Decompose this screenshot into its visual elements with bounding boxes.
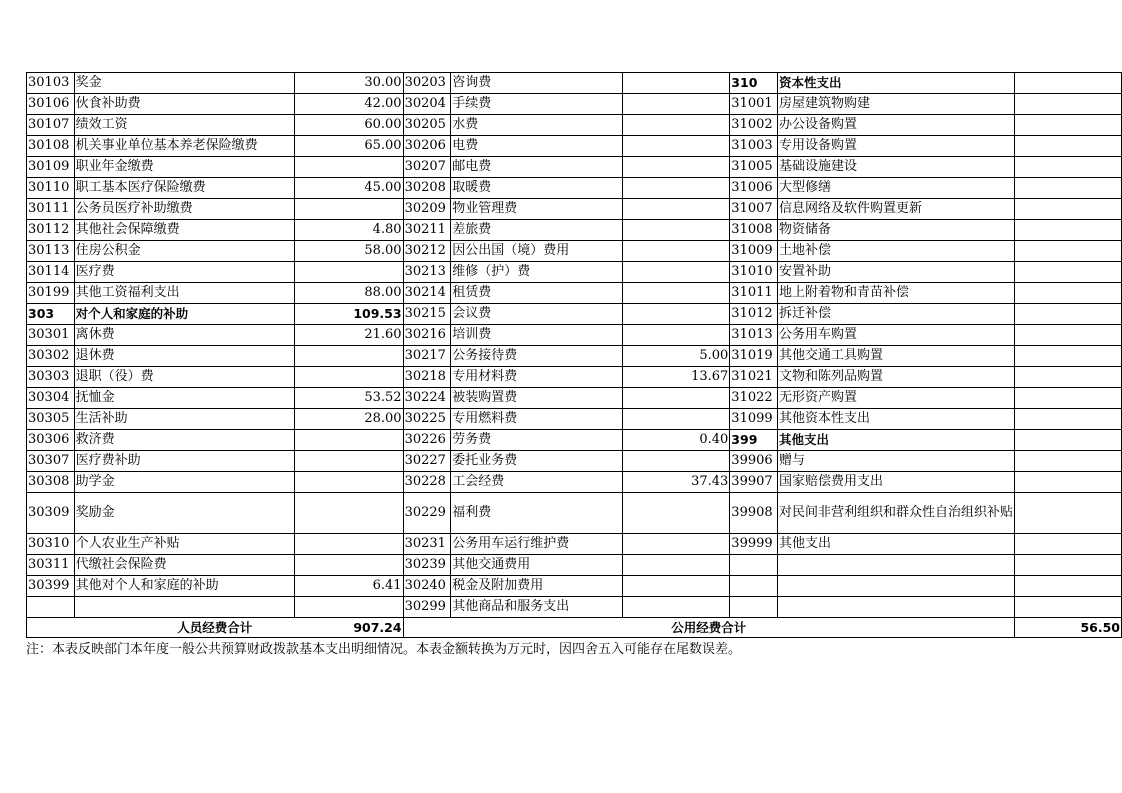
table-row <box>27 115 1122 136</box>
item-name-cell: 绩效工资 <box>74 115 294 136</box>
amount-cell <box>1014 409 1121 430</box>
code-cell <box>27 597 75 618</box>
code-cell: 31002 <box>730 115 778 136</box>
code-cell: 30209 <box>403 199 451 220</box>
amount-cell <box>294 555 403 576</box>
item-name-cell: 奖励金 <box>74 493 294 534</box>
amount-cell <box>622 283 730 304</box>
item-name-cell: 国家赔偿费用支出 <box>777 472 1014 493</box>
item-name-cell: 其他工资福利支出 <box>74 283 294 304</box>
item-name-cell: 抚恤金 <box>74 388 294 409</box>
amount-cell <box>1014 493 1121 534</box>
amount-cell <box>622 388 730 409</box>
item-name-cell: 拆迁补偿 <box>777 304 1014 325</box>
code-cell: 30306 <box>27 430 75 451</box>
amount-cell <box>294 493 403 534</box>
item-name-cell: 医疗费 <box>74 262 294 283</box>
table-row <box>27 388 1122 409</box>
table-row <box>27 597 1122 618</box>
item-name-cell: 安置补助 <box>777 262 1014 283</box>
table-row <box>27 283 1122 304</box>
code-cell: 30301 <box>27 325 75 346</box>
amount-cell <box>622 597 730 618</box>
code-cell: 30199 <box>27 283 75 304</box>
item-name-cell: 邮电费 <box>451 157 622 178</box>
amount-cell: 6.41 <box>294 576 403 597</box>
code-cell: 31011 <box>730 283 778 304</box>
amount-cell: 28.00 <box>294 409 403 430</box>
item-name-cell: 机关事业单位基本养老保险缴费 <box>74 136 294 157</box>
code-cell <box>730 576 778 597</box>
item-name-cell: 劳务费 <box>451 430 622 451</box>
amount-cell: 109.53 <box>294 304 403 325</box>
table-row <box>27 136 1122 157</box>
table-row <box>27 220 1122 241</box>
code-cell: 30107 <box>27 115 75 136</box>
code-cell: 30227 <box>403 451 451 472</box>
amount-cell <box>294 451 403 472</box>
code-cell: 30302 <box>27 346 75 367</box>
code-cell: 30108 <box>27 136 75 157</box>
item-name-cell: 地上附着物和青苗补偿 <box>777 283 1014 304</box>
code-cell: 30216 <box>403 325 451 346</box>
code-cell: 31001 <box>730 94 778 115</box>
table-row <box>27 346 1122 367</box>
code-cell: 31013 <box>730 325 778 346</box>
item-name-cell: 土地补偿 <box>777 241 1014 262</box>
amount-cell: 4.80 <box>294 220 403 241</box>
amount-cell <box>622 325 730 346</box>
personnel-total-value: 907.24 <box>353 620 402 635</box>
item-name-cell: 职工基本医疗保险缴费 <box>74 178 294 199</box>
amount-cell <box>1014 472 1121 493</box>
code-cell: 30309 <box>27 493 75 534</box>
table-row <box>27 430 1122 451</box>
item-name-cell: 物业管理费 <box>451 199 622 220</box>
amount-cell <box>1014 94 1121 115</box>
amount-cell <box>1014 304 1121 325</box>
item-name-cell: 会议费 <box>451 304 622 325</box>
code-cell: 30208 <box>403 178 451 199</box>
amount-cell <box>1014 346 1121 367</box>
item-name-cell: 专用燃料费 <box>451 409 622 430</box>
amount-cell <box>1014 157 1121 178</box>
item-name-cell: 其他商品和服务支出 <box>451 597 622 618</box>
amount-cell <box>622 534 730 555</box>
amount-cell <box>1014 597 1121 618</box>
item-name-cell: 医疗费补助 <box>74 451 294 472</box>
item-name-cell: 专用设备购置 <box>777 136 1014 157</box>
item-name-cell: 维修（护）费 <box>451 262 622 283</box>
item-name-cell: 代缴社会保险费 <box>74 555 294 576</box>
code-cell: 30225 <box>403 409 451 430</box>
table-row <box>27 576 1122 597</box>
code-cell: 30205 <box>403 115 451 136</box>
item-name-cell: 救济费 <box>74 430 294 451</box>
amount-cell <box>622 241 730 262</box>
amount-cell: 88.00 <box>294 283 403 304</box>
amount-cell <box>294 472 403 493</box>
code-cell: 30304 <box>27 388 75 409</box>
personnel-total-cell <box>27 618 404 638</box>
item-name-cell: 手续费 <box>451 94 622 115</box>
amount-cell: 65.00 <box>294 136 403 157</box>
item-name-cell: 公务用车购置 <box>777 325 1014 346</box>
item-name-cell: 取暖费 <box>451 178 622 199</box>
code-cell <box>730 555 778 576</box>
item-name-cell: 伙食补助费 <box>74 94 294 115</box>
table-row <box>27 199 1122 220</box>
amount-cell <box>1014 283 1121 304</box>
totals-row <box>27 618 1122 638</box>
amount-cell <box>622 178 730 199</box>
item-name-cell: 因公出国（境）费用 <box>451 241 622 262</box>
table-row <box>27 304 1122 325</box>
table-row <box>27 157 1122 178</box>
amount-cell <box>1014 388 1121 409</box>
amount-cell <box>622 409 730 430</box>
code-cell: 39908 <box>730 493 778 534</box>
table-row <box>27 409 1122 430</box>
amount-cell <box>622 157 730 178</box>
item-name-cell: 生活补助 <box>74 409 294 430</box>
amount-cell <box>1014 115 1121 136</box>
table-row <box>27 241 1122 262</box>
item-name-cell <box>777 576 1014 597</box>
item-name-cell <box>777 597 1014 618</box>
code-cell: 30112 <box>27 220 75 241</box>
amount-cell <box>294 597 403 618</box>
public-total-label: 公用经费合计 <box>403 618 1014 638</box>
item-name-cell: 差旅费 <box>451 220 622 241</box>
code-cell: 399 <box>730 430 778 451</box>
item-name-cell: 咨询费 <box>451 73 622 94</box>
code-cell: 31003 <box>730 136 778 157</box>
expenditure-table <box>26 72 1122 638</box>
table-row <box>27 367 1122 388</box>
amount-cell <box>622 262 730 283</box>
code-cell: 30213 <box>403 262 451 283</box>
code-cell: 30229 <box>403 493 451 534</box>
item-name-cell: 职业年金缴费 <box>74 157 294 178</box>
item-name-cell: 其他交通费用 <box>451 555 622 576</box>
code-cell: 30224 <box>403 388 451 409</box>
code-cell: 30106 <box>27 94 75 115</box>
personnel-total-label: 人员经费合计 <box>177 620 253 635</box>
item-name-cell: 税金及附加费用 <box>451 576 622 597</box>
code-cell: 31022 <box>730 388 778 409</box>
item-name-cell: 对个人和家庭的补助 <box>74 304 294 325</box>
code-cell: 31021 <box>730 367 778 388</box>
item-name-cell: 物资储备 <box>777 220 1014 241</box>
code-cell: 30217 <box>403 346 451 367</box>
code-cell: 31010 <box>730 262 778 283</box>
table-row <box>27 325 1122 346</box>
amount-cell: 21.60 <box>294 325 403 346</box>
item-name-cell: 委托业务费 <box>451 451 622 472</box>
amount-cell <box>294 430 403 451</box>
code-cell: 30305 <box>27 409 75 430</box>
amount-cell: 58.00 <box>294 241 403 262</box>
amount-cell <box>622 199 730 220</box>
amount-cell <box>1014 178 1121 199</box>
amount-cell: 0.40 <box>622 430 730 451</box>
amount-cell: 13.67 <box>622 367 730 388</box>
amount-cell <box>294 367 403 388</box>
code-cell: 31005 <box>730 157 778 178</box>
amount-cell: 30.00 <box>294 73 403 94</box>
code-cell: 30109 <box>27 157 75 178</box>
amount-cell <box>1014 73 1121 94</box>
code-cell: 30307 <box>27 451 75 472</box>
item-name-cell: 其他社会保障缴费 <box>74 220 294 241</box>
item-name-cell: 办公设备购置 <box>777 115 1014 136</box>
code-cell: 30311 <box>27 555 75 576</box>
item-name-cell: 个人农业生产补贴 <box>74 534 294 555</box>
item-name-cell: 助学金 <box>74 472 294 493</box>
item-name-cell: 房屋建筑物购建 <box>777 94 1014 115</box>
item-name-cell: 赠与 <box>777 451 1014 472</box>
amount-cell: 37.43 <box>622 472 730 493</box>
footnote: 注：本表反映部门本年度一般公共预算财政拨款基本支出明细情况。本表金额转换为万元时，因四舍五入可能存在尾数误差。 <box>26 642 742 657</box>
code-cell: 30203 <box>403 73 451 94</box>
amount-cell <box>1014 199 1121 220</box>
amount-cell: 60.00 <box>294 115 403 136</box>
item-name-cell: 公务接待费 <box>451 346 622 367</box>
amount-cell: 53.52 <box>294 388 403 409</box>
table-row <box>27 262 1122 283</box>
code-cell: 30228 <box>403 472 451 493</box>
code-cell: 310 <box>730 73 778 94</box>
item-name-cell: 公务员医疗补助缴费 <box>74 199 294 220</box>
code-cell: 30218 <box>403 367 451 388</box>
code-cell: 303 <box>27 304 75 325</box>
code-cell: 30211 <box>403 220 451 241</box>
item-name-cell: 无形资产购置 <box>777 388 1014 409</box>
item-name-cell: 其他支出 <box>777 534 1014 555</box>
amount-cell: 42.00 <box>294 94 403 115</box>
code-cell: 30206 <box>403 136 451 157</box>
item-name-cell: 资本性支出 <box>777 73 1014 94</box>
amount-cell <box>622 115 730 136</box>
table-row <box>27 178 1122 199</box>
item-name-cell: 其他交通工具购置 <box>777 346 1014 367</box>
table-row <box>27 94 1122 115</box>
table-row <box>27 534 1122 555</box>
item-name-cell: 公务用车运行维护费 <box>451 534 622 555</box>
code-cell: 30240 <box>403 576 451 597</box>
amount-cell <box>1014 555 1121 576</box>
code-cell: 31007 <box>730 199 778 220</box>
item-name-cell: 奖金 <box>74 73 294 94</box>
amount-cell <box>1014 325 1121 346</box>
amount-cell <box>1014 262 1121 283</box>
amount-cell <box>294 262 403 283</box>
item-name-cell: 基础设施建设 <box>777 157 1014 178</box>
item-name-cell: 其他资本性支出 <box>777 409 1014 430</box>
table-row <box>27 73 1122 94</box>
amount-cell <box>622 136 730 157</box>
item-name-cell: 其他对个人和家庭的补助 <box>74 576 294 597</box>
code-cell: 30113 <box>27 241 75 262</box>
item-name-cell: 电费 <box>451 136 622 157</box>
code-cell: 30299 <box>403 597 451 618</box>
amount-cell <box>1014 576 1121 597</box>
amount-cell <box>622 94 730 115</box>
item-name-cell: 住房公积金 <box>74 241 294 262</box>
amount-cell <box>294 157 403 178</box>
code-cell: 31008 <box>730 220 778 241</box>
amount-cell <box>622 73 730 94</box>
code-cell: 30114 <box>27 262 75 283</box>
code-cell: 39907 <box>730 472 778 493</box>
amount-cell <box>622 451 730 472</box>
code-cell: 30207 <box>403 157 451 178</box>
code-cell: 39906 <box>730 451 778 472</box>
code-cell: 30310 <box>27 534 75 555</box>
code-cell: 39999 <box>730 534 778 555</box>
code-cell <box>730 597 778 618</box>
code-cell: 30399 <box>27 576 75 597</box>
amount-cell <box>1014 451 1121 472</box>
item-name-cell: 被装购置费 <box>451 388 622 409</box>
public-total-value: 56.50 <box>1014 618 1121 638</box>
item-name-cell: 退职（役）费 <box>74 367 294 388</box>
code-cell: 30212 <box>403 241 451 262</box>
amount-cell: 45.00 <box>294 178 403 199</box>
item-name-cell: 专用材料费 <box>451 367 622 388</box>
item-name-cell: 大型修缮 <box>777 178 1014 199</box>
item-name-cell: 租赁费 <box>451 283 622 304</box>
item-name-cell: 离休费 <box>74 325 294 346</box>
item-name-cell: 退休费 <box>74 346 294 367</box>
code-cell: 31009 <box>730 241 778 262</box>
code-cell: 30103 <box>27 73 75 94</box>
code-cell: 30239 <box>403 555 451 576</box>
code-cell: 30214 <box>403 283 451 304</box>
code-cell: 31006 <box>730 178 778 199</box>
item-name-cell: 信息网络及软件购置更新 <box>777 199 1014 220</box>
table-row <box>27 472 1122 493</box>
item-name-cell <box>74 597 294 618</box>
amount-cell <box>1014 136 1121 157</box>
amount-cell <box>1014 430 1121 451</box>
code-cell: 30111 <box>27 199 75 220</box>
amount-cell <box>294 534 403 555</box>
amount-cell: 5.00 <box>622 346 730 367</box>
code-cell: 30231 <box>403 534 451 555</box>
code-cell: 30215 <box>403 304 451 325</box>
item-name-cell: 工会经费 <box>451 472 622 493</box>
amount-cell <box>622 555 730 576</box>
code-cell: 30204 <box>403 94 451 115</box>
expenditure-detail-sheet <box>26 72 1122 638</box>
item-name-cell: 培训费 <box>451 325 622 346</box>
amount-cell <box>1014 241 1121 262</box>
table-row <box>27 555 1122 576</box>
table-row <box>27 493 1122 534</box>
code-cell: 31012 <box>730 304 778 325</box>
amount-cell <box>622 220 730 241</box>
code-cell: 31019 <box>730 346 778 367</box>
code-cell: 31099 <box>730 409 778 430</box>
amount-cell <box>294 346 403 367</box>
amount-cell <box>1014 534 1121 555</box>
item-name-cell: 水费 <box>451 115 622 136</box>
item-name-cell: 对民间非营利组织和群众性自治组织补贴 <box>777 493 1014 534</box>
amount-cell <box>622 304 730 325</box>
amount-cell <box>294 199 403 220</box>
item-name-cell: 其他支出 <box>777 430 1014 451</box>
item-name-cell: 福利费 <box>451 493 622 534</box>
code-cell: 30226 <box>403 430 451 451</box>
amount-cell <box>622 493 730 534</box>
item-name-cell <box>777 555 1014 576</box>
amount-cell <box>1014 220 1121 241</box>
item-name-cell: 文物和陈列品购置 <box>777 367 1014 388</box>
amount-cell <box>1014 367 1121 388</box>
code-cell: 30110 <box>27 178 75 199</box>
code-cell: 30308 <box>27 472 75 493</box>
table-row <box>27 451 1122 472</box>
code-cell: 30303 <box>27 367 75 388</box>
amount-cell <box>622 576 730 597</box>
